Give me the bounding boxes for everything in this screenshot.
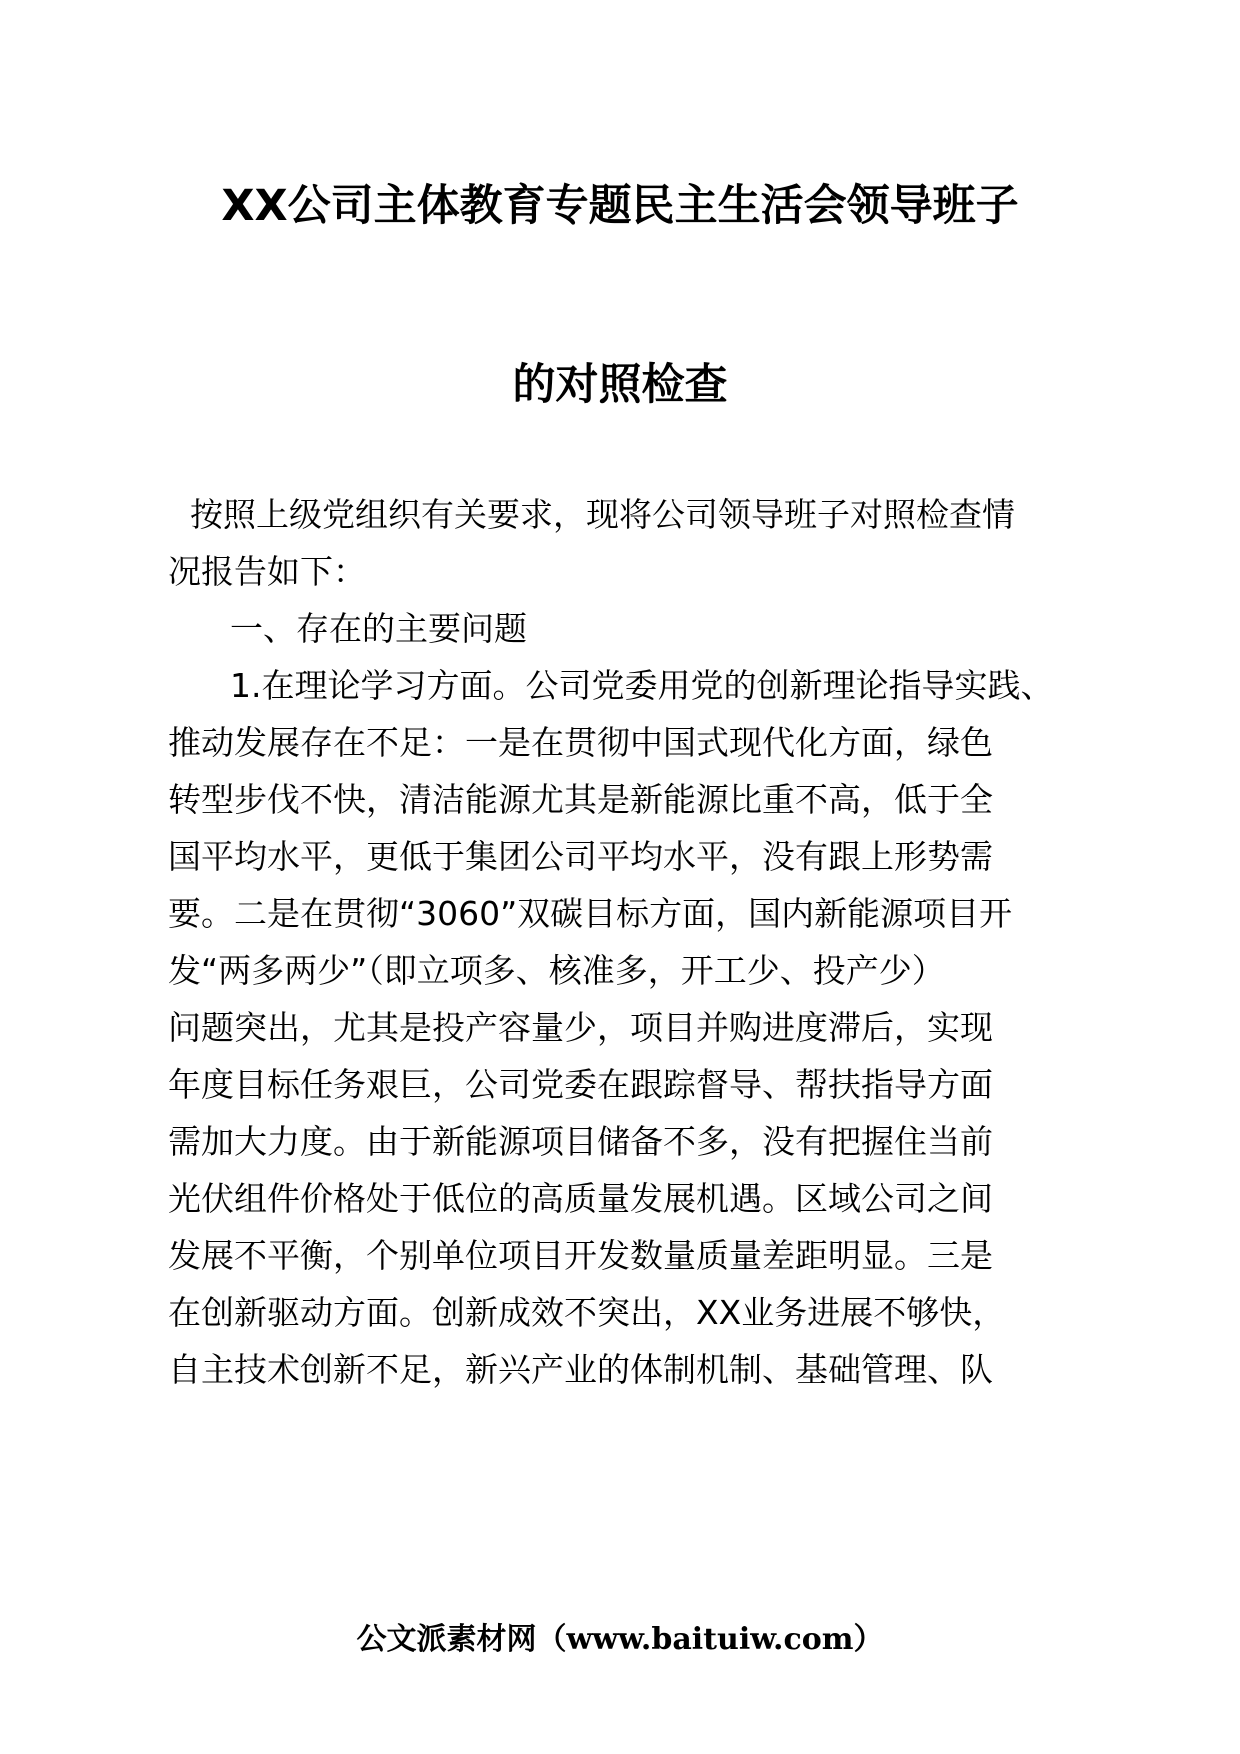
document-title-line-2: 的对照检查 (512, 360, 728, 410)
paragraph-line: 发展不平衡，个别单位项目开发数量质量差距明显。三是 (168, 1236, 993, 1275)
document-title-line-1: XX公司主体教育专题民主生活会领导班子 (221, 181, 1019, 231)
section-heading: 一、存在的主要问题 (230, 609, 527, 648)
paragraph-intro-line-2: 况报告如下： (168, 552, 366, 591)
paragraph-line: 转型步伐不快，清洁能源尤其是新能源比重不高，低于全 (168, 780, 993, 819)
paragraph-intro-line-1: 按照上级党组织有关要求，现将公司领导班子对照检查情 (190, 495, 1015, 534)
paragraph-line: 推动发展存在不足：一是在贯彻中国式现代化方面，绿色 (168, 723, 993, 762)
paragraph-line: 国平均水平，更低于集团公司平均水平，没有跟上形势需 (168, 837, 993, 876)
paragraph-line: 自主技术创新不足，新兴产业的体制机制、基础管理、队 (168, 1350, 993, 1389)
paragraph-line: 在创新驱动方面。创新成效不突出，XX业务进展不够快， (168, 1293, 1006, 1332)
paragraph-line: 要。二是在贯彻“3060”双碳目标方面，国内新能源项目开 (168, 894, 1013, 933)
paragraph-line: 需加大力度。由于新能源项目储备不多，没有把握住当前 (168, 1122, 993, 1161)
paragraph-line: 发“两多两少”（即立项多、核准多，开工少、投产少） (168, 951, 945, 990)
footer-watermark-text: 公文派素材网（www.baituiw.com） (356, 1622, 884, 1657)
paragraph-line: 年度目标任务艰巨，公司党委在跟踪督导、帮扶指导方面 (168, 1065, 993, 1104)
paragraph-line: 光伏组件价格处于低位的高质量发展机遇。区域公司之间 (168, 1179, 993, 1218)
paragraph-line: 1.在理论学习方面。公司党委用党的创新理论指导实践、 (230, 666, 1054, 705)
paragraph-line: 问题突出，尤其是投产容量少，项目并购进度滞后，实现 (168, 1008, 993, 1047)
